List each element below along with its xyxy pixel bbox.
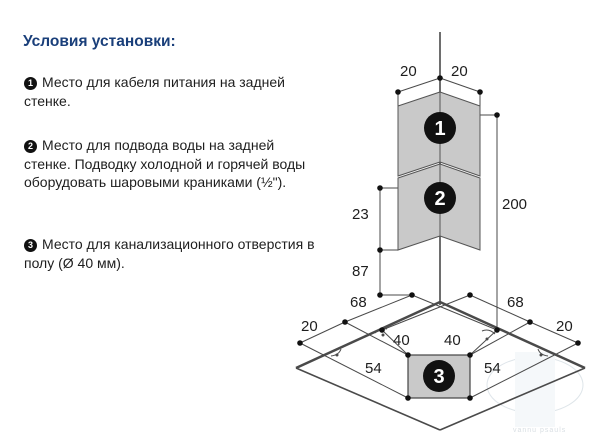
dim-right-20: 20 [556, 318, 573, 335]
dim-left-20: 20 [301, 318, 318, 335]
dim-top-right: 20 [451, 63, 468, 80]
note-text: Место для подвода воды на задней стенке. Подводку холодной и горячей воды оборудовать шаровыми краниками (½"). [24, 137, 306, 190]
badge-3: 3 [24, 239, 37, 252]
zone-3-label [423, 360, 455, 392]
right-angle-marks [331, 329, 548, 357]
note-text: Место для канализационного отверстия в полу (Ø 40 мм). [24, 236, 315, 271]
dim-right-40: 40 [444, 332, 461, 349]
zone-1-label [424, 112, 456, 144]
dim-zone2-height: 23 [352, 206, 369, 223]
dim-left-68: 68 [350, 294, 367, 311]
dim-top-left: 20 [400, 63, 417, 80]
dim-height-total: 200 [502, 196, 528, 213]
svg-text:2: 2 [434, 188, 446, 210]
dim-zone2-floor: 87 [352, 263, 369, 280]
dim-left-54: 54 [365, 360, 382, 377]
dim-right-54: 54 [484, 360, 501, 377]
page-title: Условия установки: [23, 33, 176, 50]
badge-2: 2 [24, 140, 37, 153]
dim-left-40: 40 [393, 332, 410, 349]
dim-right-68: 68 [507, 294, 524, 311]
watermark [487, 352, 583, 434]
svg-text:3: 3 [433, 366, 445, 388]
note-text: Место для кабеля питания на задней стенке. [24, 74, 285, 109]
svg-text:1: 1 [434, 118, 446, 140]
watermark-text: vannu psauls [513, 427, 567, 434]
zone-2-label [424, 182, 456, 214]
badge-1: 1 [24, 77, 37, 90]
